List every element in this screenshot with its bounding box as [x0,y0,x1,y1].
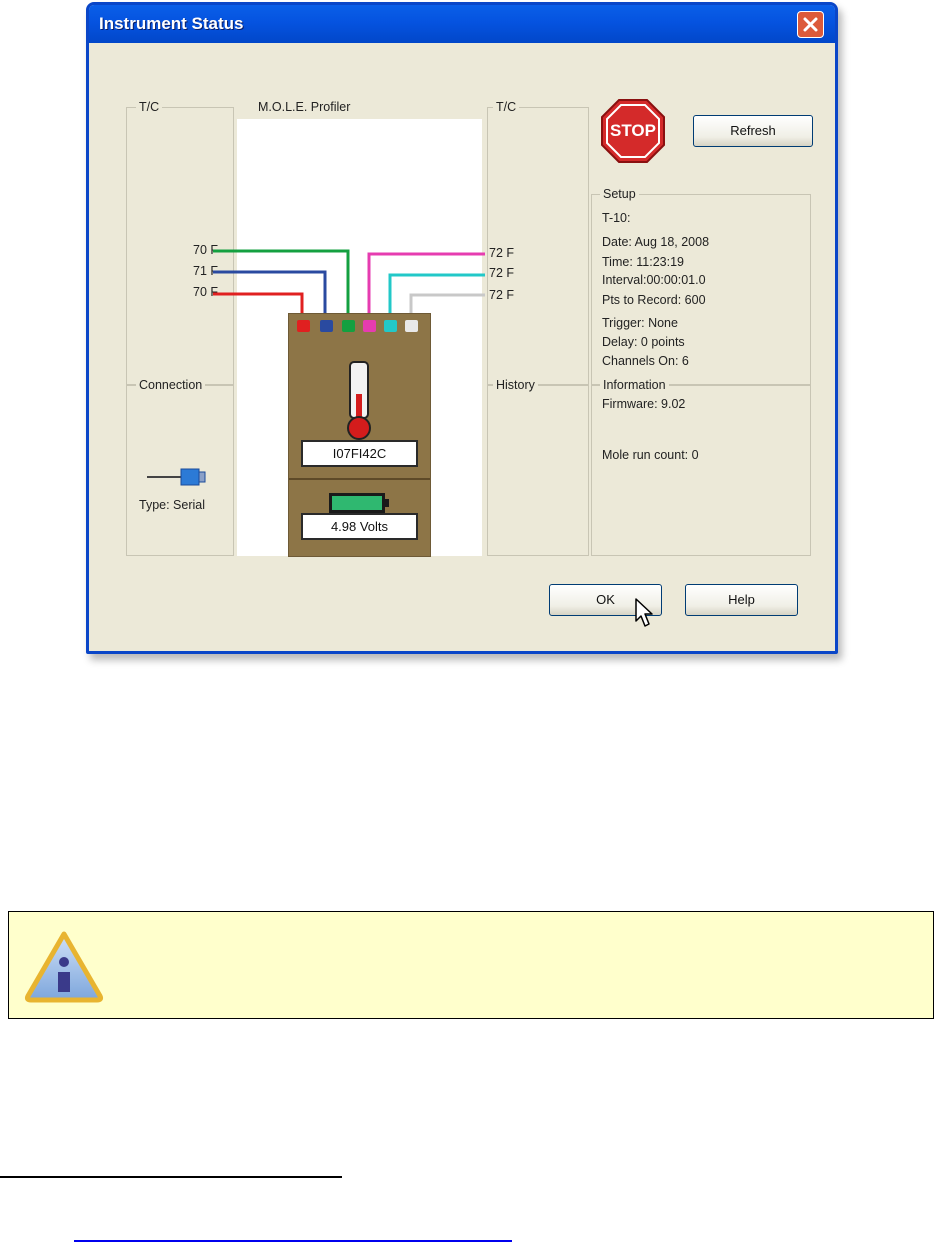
left-tc-label: T/C [136,100,162,114]
tc-connector-2 [320,320,333,332]
serial-number-display: I07FI42C [301,440,418,467]
setup-line-7: Delay: 0 points [602,335,685,349]
connection-type: Type: Serial [139,498,206,512]
right-temp-3: 72 F [489,288,515,302]
right-temp-2: 72 F [489,266,515,280]
setup-line-2: Date: Aug 18, 2008 [602,235,710,249]
tc-connector-6 [405,320,418,332]
footnote-link-underline[interactable] [74,1240,512,1242]
device-divider [289,478,430,480]
setup-line-5: Pts to Record: 600 [602,293,706,307]
window-title: Instrument Status [99,14,244,33]
setup-line-1: T-10: [602,211,631,225]
tc-connector-1 [297,320,310,332]
stop-label: STOP [610,121,656,140]
right-tc-label: T/C [493,100,519,114]
history-label: History [493,378,538,392]
tc-connector-4 [363,320,376,332]
profiler-label: M.O.L.E. Profiler [255,100,353,114]
left-temp-2: 71 F [193,264,219,278]
tc-connector-3 [342,320,355,332]
thermometer-icon [339,358,379,442]
setup-line-3: Time: 11:23:19 [602,255,684,269]
connection-label: Connection [136,378,205,392]
tc-connector-5 [384,320,397,332]
info-icon [24,930,104,1006]
voltage-display: 4.98 Volts [301,513,418,540]
setup-label: Setup [600,187,639,201]
mole-run-count: Mole run count: 0 [602,448,699,462]
history-group [487,385,589,556]
left-temp-1: 70 F [193,243,219,257]
stop-button[interactable] [599,97,667,165]
setup-line-4: Interval:00:00:01.0 [602,273,706,287]
setup-line-6: Trigger: None [602,316,678,330]
right-temp-1: 72 F [489,246,515,260]
left-temp-3: 70 F [193,285,219,299]
refresh-button[interactable]: Refresh [693,115,813,147]
mole-profiler-device [288,313,431,557]
close-icon [798,12,823,37]
setup-line-8: Channels On: 6 [602,354,689,368]
firmware-version: Firmware: 9.02 [602,397,686,411]
help-button[interactable]: Help [685,584,798,616]
close-button[interactable] [797,11,824,38]
info-note-box [8,911,934,1019]
title-bar[interactable] [89,5,835,43]
footnote-rule [0,1176,342,1178]
mouse-pointer-icon [634,597,656,629]
instrument-status-dialog [86,2,838,654]
ok-button[interactable]: OK [549,584,662,616]
serial-connector-icon [145,466,209,488]
information-label: Information [600,378,669,392]
